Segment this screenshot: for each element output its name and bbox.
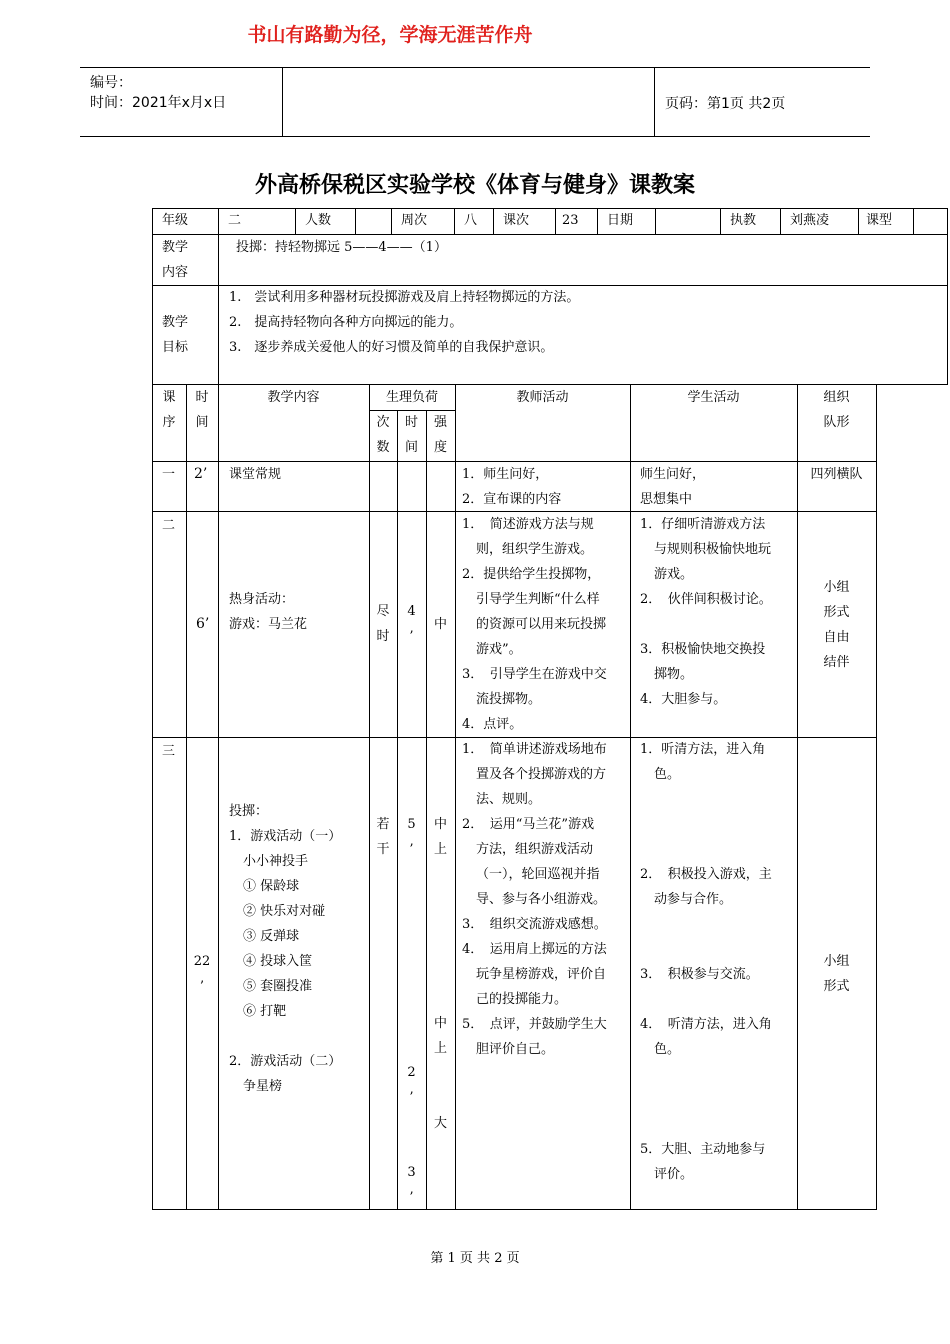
week-label: 周次 bbox=[401, 213, 428, 228]
page-info: 页码：第1页 共2页 bbox=[665, 96, 786, 112]
head-teacher-activity: 教师活动 bbox=[516, 390, 569, 405]
week-value: 八 bbox=[464, 213, 478, 228]
section-order: 三 bbox=[162, 744, 176, 759]
section-duration: 2 ’ bbox=[407, 1065, 416, 1105]
section-intensity: 中 bbox=[433, 617, 447, 632]
goals-list bbox=[229, 285, 579, 360]
head-duration: 时 间 bbox=[404, 415, 418, 455]
goal-item: 1. 尝试利用多种器材玩投掷游戏及肩上持轻物掷远的方法。 bbox=[229, 290, 580, 305]
header-divider bbox=[282, 68, 283, 136]
section-duration: 3 ’ bbox=[407, 1165, 416, 1205]
goal-item: 3. 逐步养成关爱他人的好习惯及简单的自我保护意识。 bbox=[229, 340, 554, 355]
type-label: 课型 bbox=[866, 213, 893, 228]
content-label: 教学 内容 bbox=[162, 240, 189, 280]
head-load: 生理负荷 bbox=[385, 390, 438, 405]
grade-value: 二 bbox=[228, 213, 242, 228]
section-organization: 小组 形式 bbox=[823, 954, 850, 994]
head-student-activity: 学生活动 bbox=[687, 390, 740, 405]
section-teacher-activity: 1． 简述游戏方法与规 则，组织学生游戏。 2．提供给学生投掷物， 引导学生判断“什么样 的资源可以用来玩投掷 游戏”。 3． 引导学生在游戏中交 流投掷物。 4．点评。 bbox=[462, 517, 607, 732]
teacher-name: 刘燕凌 bbox=[790, 213, 830, 228]
section-time: 22 ’ bbox=[193, 954, 211, 994]
section-duration: 5 ’ bbox=[407, 817, 416, 857]
people-label: 人数 bbox=[305, 213, 332, 228]
header-meta bbox=[90, 73, 226, 113]
head-organization: 组织 队形 bbox=[823, 390, 850, 430]
goal-item: 2. 提高持轻物向各种方向掷远的能力。 bbox=[229, 315, 463, 330]
section-intensity: 中 上 bbox=[433, 817, 447, 857]
motto: 书山有路勤为径，学海无涯苦作舟 bbox=[247, 24, 533, 46]
section-order: 一 bbox=[162, 467, 176, 482]
head-count: 次 数 bbox=[376, 415, 390, 455]
page-footer: 第 1 页 共 2 页 bbox=[430, 1251, 520, 1266]
section-duration: 4 ’ bbox=[407, 604, 416, 644]
goals-label: 教学 目标 bbox=[162, 315, 189, 355]
head-order: 课 序 bbox=[162, 390, 176, 430]
date-label: 日期 bbox=[607, 213, 634, 228]
lesson-label: 课次 bbox=[503, 213, 530, 228]
section-time: 2’ bbox=[194, 466, 208, 482]
grade-label: 年级 bbox=[162, 213, 189, 228]
section-count: 尽 时 bbox=[376, 604, 390, 644]
section-student-activity: 1．听清方法，进入角 色。 2． 积极投入游戏，主 动参与合作。 3． 积极参与交流。 4． 听清方法，进入角 色。 5．大胆、主动地参与 评价。 bbox=[640, 742, 772, 1182]
section-student-activity: 师生问好， 思想集中 bbox=[640, 467, 706, 507]
section-teacher-activity: 1．师生问好， 2．宣布课的内容 bbox=[462, 467, 562, 507]
section-content: 课堂常规 bbox=[229, 467, 282, 482]
section-content: 投掷： 1．游戏活动（一） 小小神投手 ① 保龄球 ② 快乐对对碰 ③ 反弹球 ④ 投球入筐 ⑤ 套圈投准 ⑥ 打靶 2．游戏活动（二） 争星榜 bbox=[229, 804, 342, 1094]
section-organization: 小组 形式 自由 结伴 bbox=[823, 580, 850, 670]
section-count: 若 干 bbox=[376, 817, 390, 857]
head-intensity: 强 度 bbox=[433, 415, 447, 455]
section-content: 热身活动： 游戏：马兰花 bbox=[229, 592, 308, 632]
teacher-label: 执教 bbox=[730, 213, 757, 228]
section-organization: 四列横队 bbox=[810, 467, 863, 482]
lesson-value: 23 bbox=[562, 213, 579, 228]
time-text: 时间：2021年x月x日 bbox=[90, 95, 227, 111]
header-divider bbox=[654, 68, 655, 136]
content-text: 投掷：持轻物掷远 5——4——（1） bbox=[236, 240, 447, 255]
serial-label: 编号： bbox=[90, 75, 132, 91]
section-order: 二 bbox=[162, 518, 176, 533]
section-time: 6’ bbox=[196, 616, 210, 632]
section-intensity: 中 上 bbox=[433, 1016, 447, 1056]
head-content: 教学内容 bbox=[267, 390, 320, 405]
section-intensity: 大 bbox=[433, 1116, 447, 1131]
page-title: 外高桥保税区实验学校《体育与健身》课教案 bbox=[254, 172, 695, 198]
section-teacher-activity: 1． 简单讲述游戏场地布 置及各个投掷游戏的方 法、规则。 2． 运用“马兰花”游戏 方法，组织游戏活动 （一），轮回巡视并指 导、参与各小组游戏。 3． 组织交流游戏感想。 4． 运用肩上掷远的方法 玩争星榜游戏，评价自 己的投掷能力。 5． 点评，并鼓励学生大 胆评价自己。 bbox=[462, 742, 607, 1057]
head-time: 时 间 bbox=[195, 390, 209, 430]
section-student-activity: 1．仔细听清游戏方法 与规则积极愉快地玩 游戏。 2． 伙伴间积极讨论。 3．积极愉快地交换投 掷物。 4．大胆参与。 bbox=[640, 517, 772, 707]
